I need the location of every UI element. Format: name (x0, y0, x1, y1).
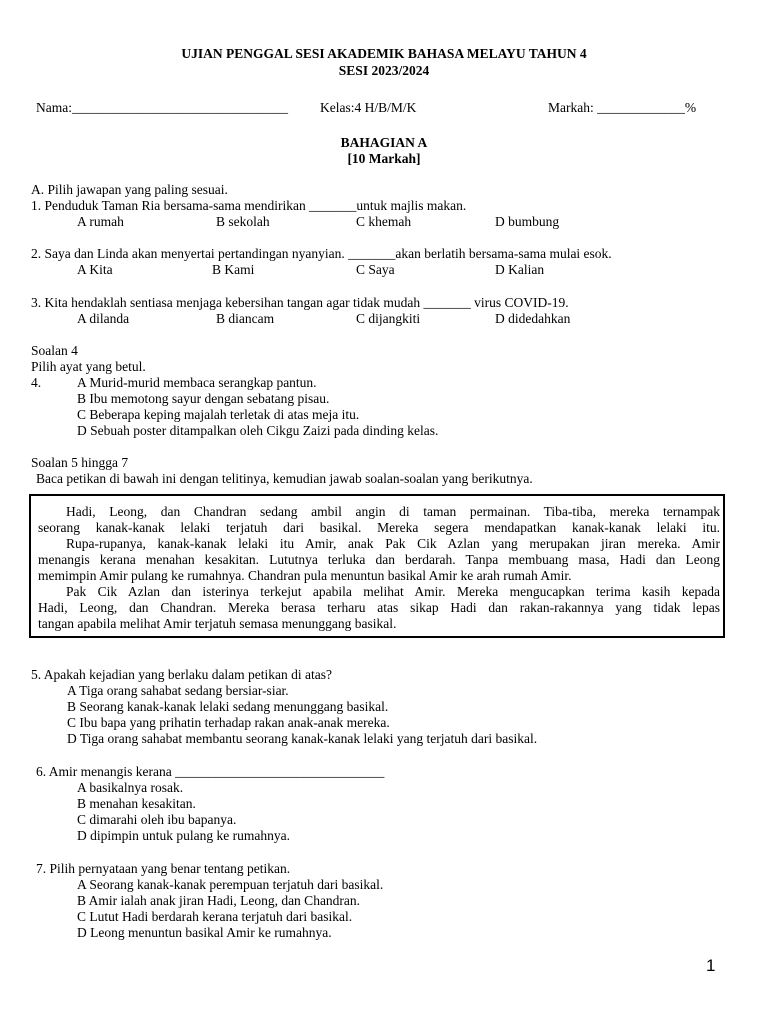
question-1: 1. Penduduk Taman Ria bersama-sama mendirikan _______untuk majlis makan. (31, 198, 467, 213)
q7-option-b[interactable]: B Amir ialah anak jiran Hadi, Leong, dan Chandran. (77, 893, 361, 908)
part-a-instruction: A. Pilih jawapan yang paling sesuai. (31, 182, 228, 197)
q4-option-a[interactable]: A Murid-murid membaca serangkap pantun. (77, 375, 317, 390)
class-field: Kelas:4 H/B/M/K (320, 100, 417, 115)
passage-line: seorang kanak-kanak lelaki terjatuh dari basikal. Mereka segera mendapatkan kanak-kanak lelaki itu. (38, 520, 720, 535)
q1-option-a[interactable]: A rumah (77, 214, 124, 229)
passage-line: memimpin Amir pulang ke rumahnya. Chandran pula menuntun basikal Amir ke arah rumah Amir. (38, 568, 572, 583)
q4-option-b[interactable]: B Ibu memotong sayur dengan sebatang pisau. (77, 391, 330, 406)
section-marks: [10 Markah] (347, 151, 421, 166)
q2-option-d[interactable]: D Kalian (495, 262, 545, 277)
q2-option-c[interactable]: C Saya (356, 262, 395, 277)
q7-option-a[interactable]: A Seorang kanak-kanak perempuan terjatuh dari basikal. (77, 877, 384, 892)
q5-7-instruction: Baca petikan di bawah ini dengan telitinya, kemudian jawab soalan-soalan yang berikutnya. (36, 471, 533, 486)
q3-option-b[interactable]: B diancam (216, 311, 275, 326)
q4-number: 4. (31, 375, 42, 390)
q6-option-a[interactable]: A basikalnya rosak. (77, 780, 184, 795)
q6-option-d[interactable]: D dipimpin untuk pulang ke rumahnya. (77, 828, 290, 843)
q1-option-c[interactable]: C khemah (356, 214, 412, 229)
question-7: 7. Pilih pernyataan yang benar tentang petikan. (36, 861, 291, 876)
q4-instruction: Pilih ayat yang betul. (31, 359, 146, 374)
reading-passage-box (29, 494, 725, 638)
passage-line: menangis kerana menahan kesakitan. Lututnya terluka dan berdarah. Tanpa membuang masa, Hadi dan Leong (38, 552, 720, 567)
q4-option-c[interactable]: C Beberapa keping majalah terletak di atas meja itu. (77, 407, 360, 422)
q5-option-c[interactable]: C Ibu bapa yang prihatin terhadap rakan anak-anak mereka. (67, 715, 390, 730)
passage-line: Rupa-rupanya, kanak-kanak lelaki itu Amir, anak Pak Cik Azlan yang merupakan jiran mereka. Amir (66, 536, 720, 551)
question-3: 3. Kita hendaklah sentiasa menjaga kebersihan tangan agar tidak mudah _______ virus COVID-19. (31, 295, 569, 310)
passage-line: Hadi, Leong, dan Chandran sedang ambil angin di taman permainan. Tiba-tiba, mereka ternampak (66, 504, 720, 519)
page-number: 1 (706, 956, 716, 975)
q6-option-b[interactable]: B menahan kesakitan. (77, 796, 196, 811)
q7-option-c[interactable]: C Lutut Hadi berdarah kerana terjatuh dari basikal. (77, 909, 353, 924)
question-2: 2. Saya dan Linda akan menyertai pertandingan nyanyian. _______akan berlatih bersama-sama mulai esok. (31, 246, 612, 261)
question-6: 6. Amir menangis kerana _______________________________ (36, 764, 385, 779)
q1-option-d[interactable]: D bumbung (495, 214, 560, 229)
q3-option-c[interactable]: C dijangkiti (356, 311, 421, 326)
q5-option-b[interactable]: B Seorang kanak-kanak lelaki sedang menunggang basikal. (67, 699, 389, 714)
q2-option-a[interactable]: A Kita (77, 262, 113, 277)
q5-option-a[interactable]: A Tiga orang sahabat sedang bersiar-siar. (67, 683, 289, 698)
section-title: BAHAGIAN A (340, 135, 428, 150)
q4-heading: Soalan 4 (31, 343, 78, 358)
q4-option-d[interactable]: D Sebuah poster ditampalkan oleh Cikgu Zaizi pada dinding kelas. (77, 423, 439, 438)
marks-field[interactable]: Markah: _____________% (548, 100, 697, 115)
exam-title: UJIAN PENGGAL SESI AKADEMIK BAHASA MELAYU TAHUN 4 (181, 46, 587, 61)
name-field[interactable]: Nama:________________________________ (36, 100, 288, 115)
q5-7-heading: Soalan 5 hingga 7 (31, 455, 129, 470)
q6-option-c[interactable]: C dimarahi oleh ibu bapanya. (77, 812, 237, 827)
q7-option-d[interactable]: D Leong menuntun basikal Amir ke rumahnya. (77, 925, 332, 940)
passage-line: Pak Cik Azlan dan isterinya terkejut apabila melihat Amir. Mereka mengucapkan terima kasih kepada (66, 584, 720, 599)
q5-option-d[interactable]: D Tiga orang sahabat membantu seorang kanak-kanak lelaki yang terjatuh dari basikal. (67, 731, 538, 746)
q2-option-b[interactable]: B Kami (212, 262, 255, 277)
exam-session: SESI 2023/2024 (338, 63, 430, 78)
passage-line: tangan apabila melihat Amir terjatuh semasa menunggang basikal. (38, 616, 397, 631)
q3-option-a[interactable]: A dilanda (77, 311, 130, 326)
question-5: 5. Apakah kejadian yang berlaku dalam petikan di atas? (31, 667, 333, 682)
q3-option-d[interactable]: D didedahkan (495, 311, 571, 326)
q1-option-b[interactable]: B sekolah (216, 214, 270, 229)
passage-line: Hadi, Leong, dan Chandran. Mereka berasa terharu atas sikap Hadi dan rakan-rakannya yang tidak lepas (38, 600, 720, 615)
